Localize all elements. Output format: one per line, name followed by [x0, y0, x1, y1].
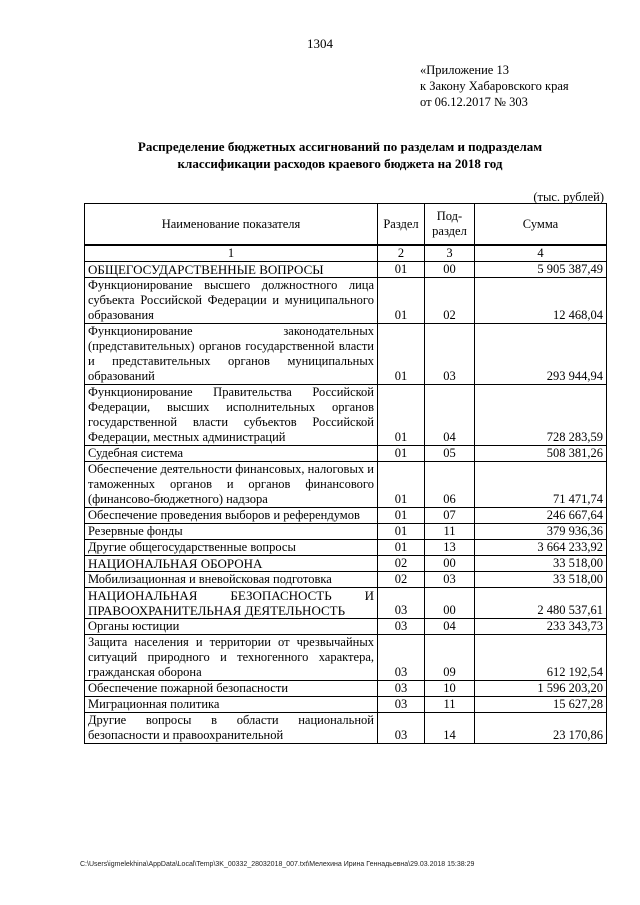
title-line-2: классификации расходов краевого бюджета на 2018 год — [177, 156, 503, 171]
row-section-code: 02 — [378, 572, 425, 588]
table-row — [85, 681, 607, 697]
row-sum: 12 468,04 — [475, 278, 607, 324]
row-sum: 293 944,94 — [475, 324, 607, 385]
row-sum: 3 664 233,92 — [475, 540, 607, 556]
table-row — [85, 462, 607, 508]
row-sum: 233 343,73 — [475, 619, 607, 635]
row-subsection-code: 11 — [425, 697, 475, 713]
table-header-row — [85, 204, 607, 246]
row-section-code: 03 — [378, 681, 425, 697]
row-sum: 612 192,54 — [475, 635, 607, 681]
table-row — [85, 572, 607, 588]
page-number: 1304 — [307, 36, 333, 51]
table-row — [85, 556, 607, 572]
header-subsection: Под- раздел — [425, 204, 475, 246]
table-row — [85, 588, 607, 619]
row-subsection-code: 04 — [425, 385, 475, 446]
row-name: Обеспечение деятельности финансовых, налоговых и таможенных органов и органов финансового (финансово-бюджетного) надзора — [85, 462, 378, 508]
row-section-code: 03 — [378, 635, 425, 681]
row-subsection-code: 04 — [425, 619, 475, 635]
budget-table — [84, 203, 607, 744]
row-sum: 23 170,86 — [475, 713, 607, 744]
row-subsection-code: 11 — [425, 524, 475, 540]
row-subsection-code: 10 — [425, 681, 475, 697]
row-name: Резервные фонды — [85, 524, 378, 540]
row-section-code: 01 — [378, 324, 425, 385]
row-section-code: 03 — [378, 713, 425, 744]
row-sum: 379 936,36 — [475, 524, 607, 540]
row-subsection-code: 00 — [425, 262, 475, 278]
row-name: Миграционная политика — [85, 697, 378, 713]
table-row — [85, 713, 607, 744]
appendix-line-2: к Закону Хабаровского края — [420, 79, 569, 93]
row-subsection-code: 02 — [425, 278, 475, 324]
table-row — [85, 324, 607, 385]
row-sum: 508 381,26 — [475, 446, 607, 462]
header-name: Наименование показателя — [85, 204, 378, 246]
row-sum: 246 667,64 — [475, 508, 607, 524]
header-sum: Сумма — [475, 204, 607, 246]
row-section-code: 01 — [378, 540, 425, 556]
row-name: Обеспечение проведения выборов и референдумов — [85, 508, 378, 524]
row-subsection-code: 00 — [425, 556, 475, 572]
column-number-row — [85, 245, 607, 262]
table-row — [85, 446, 607, 462]
header-section: Раздел — [378, 204, 425, 246]
row-name: Мобилизационная и вневойсковая подготовка — [85, 572, 378, 588]
column-number: 1 — [85, 245, 378, 262]
row-section-code: 03 — [378, 619, 425, 635]
units-label: (тыс. рублей) — [533, 190, 604, 204]
table-row — [85, 385, 607, 446]
table-row — [85, 508, 607, 524]
row-section-code: 02 — [378, 556, 425, 572]
row-name: Судебная система — [85, 446, 378, 462]
row-name: Обеспечение пожарной безопасности — [85, 681, 378, 697]
row-section-code: 01 — [378, 262, 425, 278]
row-sum: 33 518,00 — [475, 572, 607, 588]
row-subsection-code: 14 — [425, 713, 475, 744]
row-section-code: 03 — [378, 588, 425, 619]
file-path-footer: C:\Users\igmelekhina\AppData\Local\Temp\3K_00332_28032018_007.txt\Мелехина Ирина Геннадьевна\29.03.2018 15:38:29 — [80, 861, 475, 868]
row-name: НАЦИОНАЛЬНАЯ ОБОРОНА — [85, 556, 378, 572]
row-name: Другие общегосударственные вопросы — [85, 540, 378, 556]
row-sum: 1 596 203,20 — [475, 681, 607, 697]
row-subsection-code: 07 — [425, 508, 475, 524]
row-section-code: 01 — [378, 446, 425, 462]
row-subsection-code: 13 — [425, 540, 475, 556]
appendix-line-1: «Приложение 13 — [420, 63, 509, 77]
column-number: 2 — [378, 245, 425, 262]
row-name: Органы юстиции — [85, 619, 378, 635]
row-subsection-code: 09 — [425, 635, 475, 681]
row-section-code: 01 — [378, 524, 425, 540]
column-number: 3 — [425, 245, 475, 262]
row-sum: 728 283,59 — [475, 385, 607, 446]
row-sum: 15 627,28 — [475, 697, 607, 713]
document-title — [100, 138, 580, 172]
row-section-code: 01 — [378, 385, 425, 446]
row-name: ОБЩЕГОСУДАРСТВЕННЫЕ ВОПРОСЫ — [85, 262, 378, 278]
row-sum: 33 518,00 — [475, 556, 607, 572]
column-number: 4 — [475, 245, 607, 262]
row-name: Функционирование Правительства Российской Федерации, высших исполнительных органов государственной власти субъектов Российской Федерации, местных администраций — [85, 385, 378, 446]
row-section-code: 01 — [378, 508, 425, 524]
row-name: Функционирование законодательных (представительных) органов государственной власти и представительных органов муниципальных образований — [85, 324, 378, 385]
table-row — [85, 524, 607, 540]
row-sum: 71 471,74 — [475, 462, 607, 508]
row-name: Защита населения и территории от чрезвычайных ситуаций природного и техногенного характера, гражданская оборона — [85, 635, 378, 681]
table-row — [85, 262, 607, 278]
row-subsection-code: 05 — [425, 446, 475, 462]
row-sum: 5 905 387,49 — [475, 262, 607, 278]
row-name: Функционирование высшего должностного лица субъекта Российской Федерации и муниципального образования — [85, 278, 378, 324]
row-subsection-code: 03 — [425, 324, 475, 385]
row-section-code: 01 — [378, 278, 425, 324]
table-row — [85, 635, 607, 681]
table-body — [85, 262, 607, 744]
row-sum: 2 480 537,61 — [475, 588, 607, 619]
appendix-line-3: от 06.12.2017 № 303 — [420, 95, 528, 109]
title-line-1: Распределение бюджетных ассигнований по разделам и подразделам — [137, 139, 543, 154]
row-section-code: 01 — [378, 462, 425, 508]
table-row — [85, 540, 607, 556]
table-row — [85, 619, 607, 635]
row-name: Другие вопросы в области национальной безопасности и правоохранительной — [85, 713, 378, 744]
appendix-reference — [420, 62, 569, 110]
row-name: НАЦИОНАЛЬНАЯ БЕЗОПАСНОСТЬ И ПРАВООХРАНИТЕЛЬНАЯ ДЕЯТЕЛЬНОСТЬ — [85, 588, 378, 619]
row-section-code: 03 — [378, 697, 425, 713]
table-row — [85, 278, 607, 324]
row-subsection-code: 06 — [425, 462, 475, 508]
row-subsection-code: 00 — [425, 588, 475, 619]
table-row — [85, 697, 607, 713]
row-subsection-code: 03 — [425, 572, 475, 588]
